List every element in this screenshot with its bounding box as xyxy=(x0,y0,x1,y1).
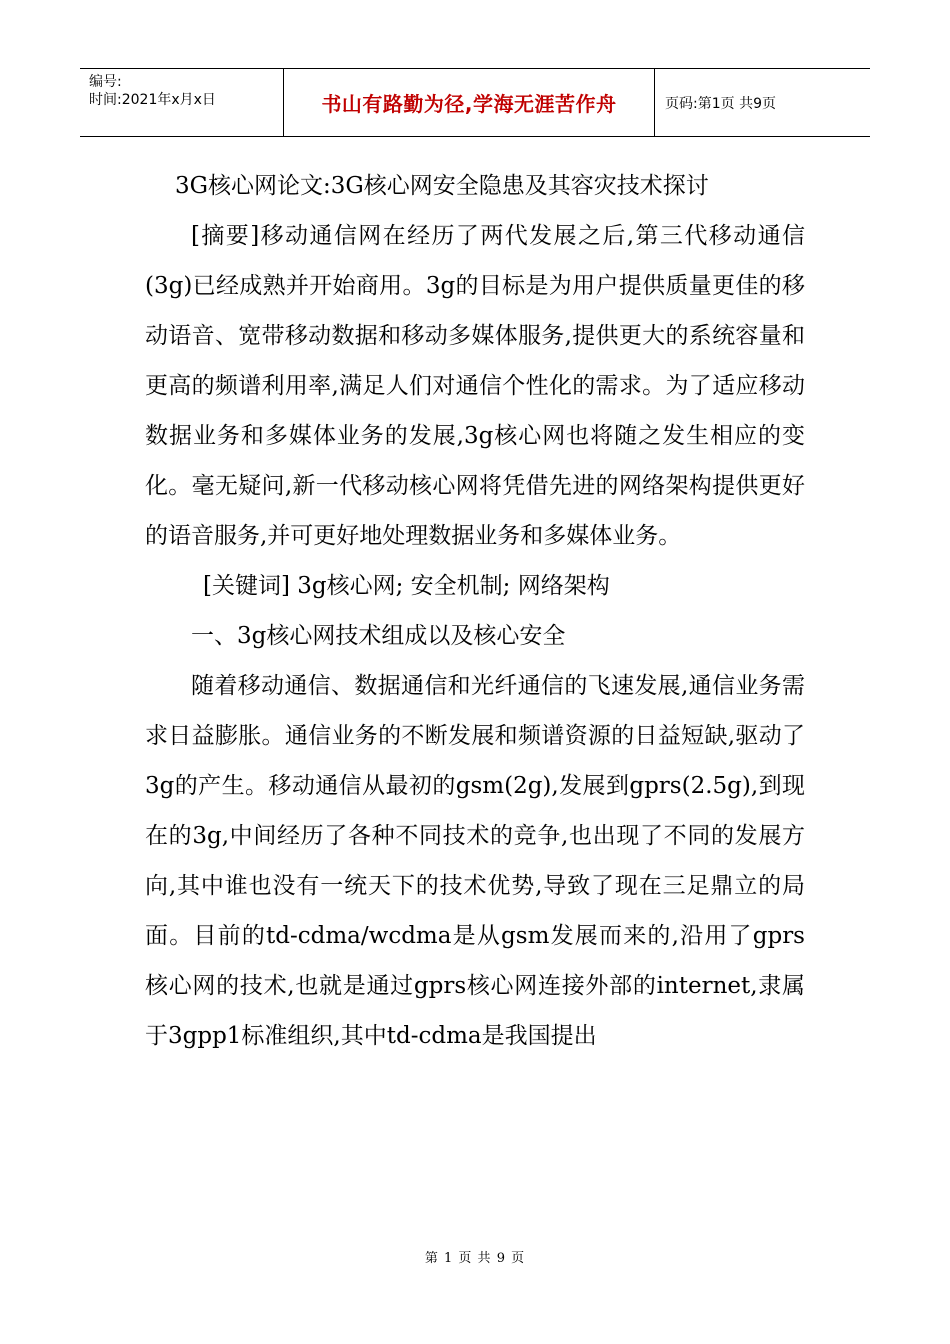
header-page-info: 页码:第1页 共9页 xyxy=(665,95,776,112)
document-header xyxy=(80,68,870,137)
document-body xyxy=(145,161,805,1061)
header-motto: 书山有路勤为径,学海无涯苦作舟 xyxy=(284,69,655,136)
body-paragraph: 随着移动通信、数据通信和光纤通信的飞速发展,通信业务需求日益膨胀。通信业务的不断发展和频谱资源的日益短缺,驱动了3g的产生。移动通信从最初的gsm(2g),发展到gprs(2.5g),到现在的3g,中间经历了各种不同技术的竞争,也出现了不同的发展方向,其中谁也没有一统天下的技术优势,导致了现在三足鼎立的局面。目前的td-cdma/wcdma是从gsm发展而来的,沿用了gprs核心网的技术,也就是通过gprs核心网连接外部的internet,隶属于3gpp1标准组织,其中td-cdma是我国提出 xyxy=(145,673,805,1049)
keywords-line: [关键词] 3g核心网; 安全机制; 网络架构 xyxy=(203,573,610,599)
page-footer: 第 1 页 共 9 页 xyxy=(424,1251,526,1266)
number-label: 编号: xyxy=(89,74,122,90)
header-meta xyxy=(80,69,284,136)
document-title: 3G核心网论文:3G核心网安全隐患及其容灾技术探讨 xyxy=(175,173,709,199)
section-heading: 一、3g核心网技术组成以及核心安全 xyxy=(191,623,566,649)
abstract-paragraph: [摘要]移动通信网在经历了两代发展之后,第三代移动通信(3g)已经成熟并开始商用。3g的目标是为用户提供质量更佳的移动语音、宽带移动数据和移动多媒体服务,提供更大的系统容量和更高的频谱利用率,满足人们对通信个性化的需求。为了适应移动数据业务和多媒体业务的发展,3g核心网也将随之发生相应的变化。毫无疑问,新一代移动核心网将凭借先进的网络架构提供更好的语音服务,并可更好地处理数据业务和多媒体业务。 xyxy=(145,223,805,549)
time-label: 时间:2021年x月x日 xyxy=(89,92,216,108)
